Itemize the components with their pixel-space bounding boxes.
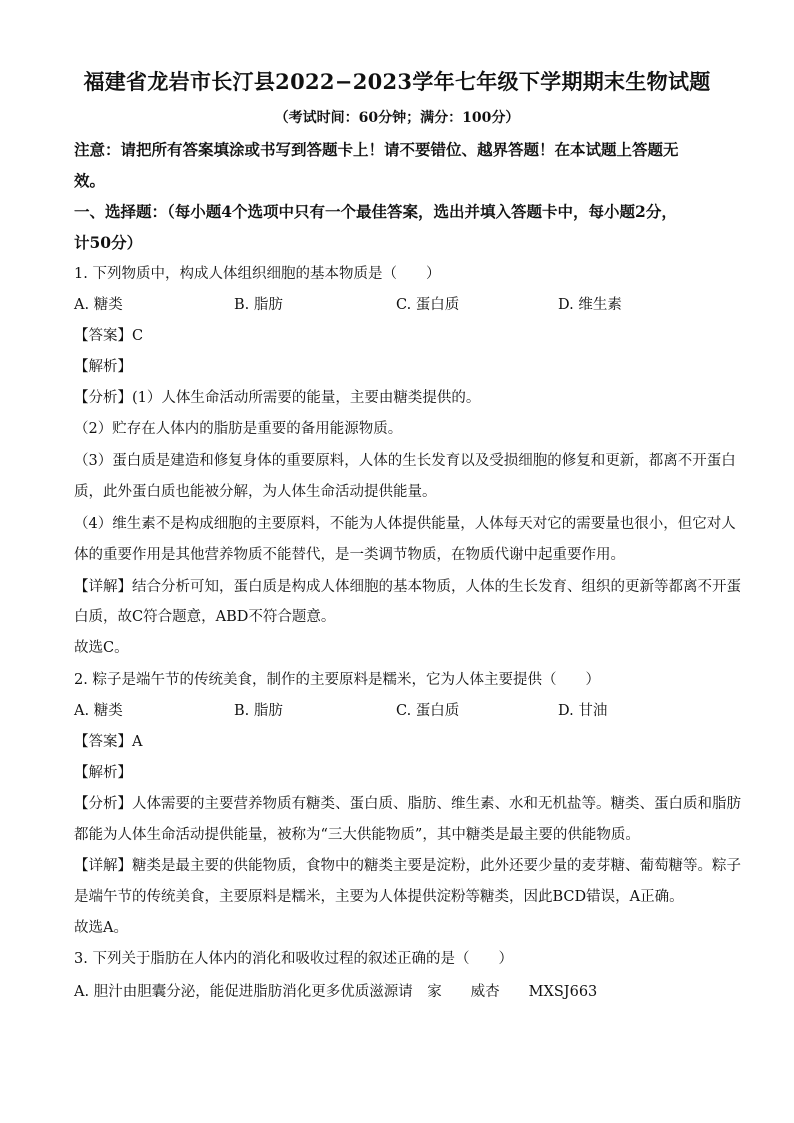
question-1-analysis-line: （4）维生素不是构成细胞的主要原料，不能为人体提供能量，人体每天对它的需要量也很小，但它对人 — [74, 516, 736, 532]
question-2-analysis-line: 【分析】人体需要的主要营养物质有糖类、蛋白质、脂肪、维生素、水和无机盐等。糖类、蛋白质和脂肪 — [74, 796, 741, 812]
question-2-option-c: C. 蛋白质 — [396, 703, 460, 719]
question-1-option-d: D. 维生素 — [558, 297, 622, 313]
question-1-detail-line: 白质，故C符合题意，ABD不符合题意。 — [74, 609, 336, 625]
question-1-stem: 1. 下列物质中，构成人体组织细胞的基本物质是（ ） — [74, 266, 441, 282]
question-1-analysis-line: 质，此外蛋白质也能被分解，为人体生命活动提供能量。 — [74, 484, 437, 500]
question-1-detail-line: 【详解】结合分析可知，蛋白质是构成人体细胞的基本物质，人体的生长发育、组织的更新等都离不开蛋 — [74, 579, 741, 595]
question-1-option-b: B. 脂肪 — [234, 297, 283, 313]
question-1-conclusion: 故选C。 — [74, 640, 129, 656]
question-1-analysis-line: 【分析】(1）人体生命活动所需要的能量，主要由糖类提供的。 — [74, 390, 481, 406]
question-1-analysis-line: （2）贮存在人体内的脂肪是重要的备用能源物质。 — [74, 421, 403, 437]
question-2-detail-line: 【详解】糖类是最主要的供能物质，食物中的糖类主要是淀粉，此外还要少量的麦芽糖、葡萄糖等。粽子 — [74, 858, 741, 874]
section-heading-line-1: 一、选择题：（每小题4个选项中只有一个最佳答案，选出并填入答题卡中，每小题2分， — [74, 202, 677, 221]
section-heading-line-2: 计50分） — [74, 233, 143, 252]
question-1-answer: 【答案】C — [74, 328, 144, 344]
question-2-detail-line: 是端午节的传统美食，主要原料是糯米，主要为人体提供淀粉等糖类，因此BCD错误，A正确。 — [74, 889, 684, 905]
question-2-option-b: B. 脂肪 — [234, 703, 283, 719]
question-2-jiexi-label: 【解析】 — [74, 765, 132, 781]
question-3-stem: 3. 下列关于脂肪在人体内的消化和吸收过程的叙述正确的是（ ） — [74, 951, 513, 967]
question-1-analysis-line: （3）蛋白质是建造和修复身体的重要原料，人体的生长发育以及受损细胞的修复和更新，都离不开蛋白 — [74, 453, 736, 469]
notice-line-1: 注意：请把所有答案填涂或书写到答题卡上！请不要错位、越界答题！在本试题上答题无 — [74, 140, 679, 159]
question-1-option-a: A. 糖类 — [74, 297, 123, 313]
question-2-stem: 2. 粽子是端午节的传统美食，制作的主要原料是糯米，它为人体主要提供（ ） — [74, 672, 600, 688]
question-3-option-a: A. 胆汁由胆囊分泌，能促进脂肪消化更多优质滋源请 家 威杏 MXSJ663 — [74, 984, 598, 1000]
question-2-answer: 【答案】A — [74, 734, 143, 750]
question-2-conclusion: 故选A。 — [74, 920, 128, 936]
question-2-analysis-line: 都能为人体生命活动提供能量，被称为“三大供能物质”，其中糖类是最主要的供能物质。 — [74, 827, 640, 843]
exam-info: （考试时间：60分钟；满分：100分） — [274, 110, 520, 126]
question-1-jiexi-label: 【解析】 — [74, 359, 132, 375]
question-2-option-d: D. 甘油 — [558, 703, 608, 719]
question-1-option-c: C. 蛋白质 — [396, 297, 460, 313]
question-1-analysis-line: 体的重要作用是其他营养物质不能替代，是一类调节物质，在物质代谢中起重要作用。 — [74, 547, 625, 563]
notice-line-2: 效。 — [74, 171, 106, 190]
question-2-option-a: A. 糖类 — [74, 703, 123, 719]
page-title: 福建省龙岩市长汀县2022−2023学年七年级下学期期末生物试题 — [83, 69, 711, 94]
